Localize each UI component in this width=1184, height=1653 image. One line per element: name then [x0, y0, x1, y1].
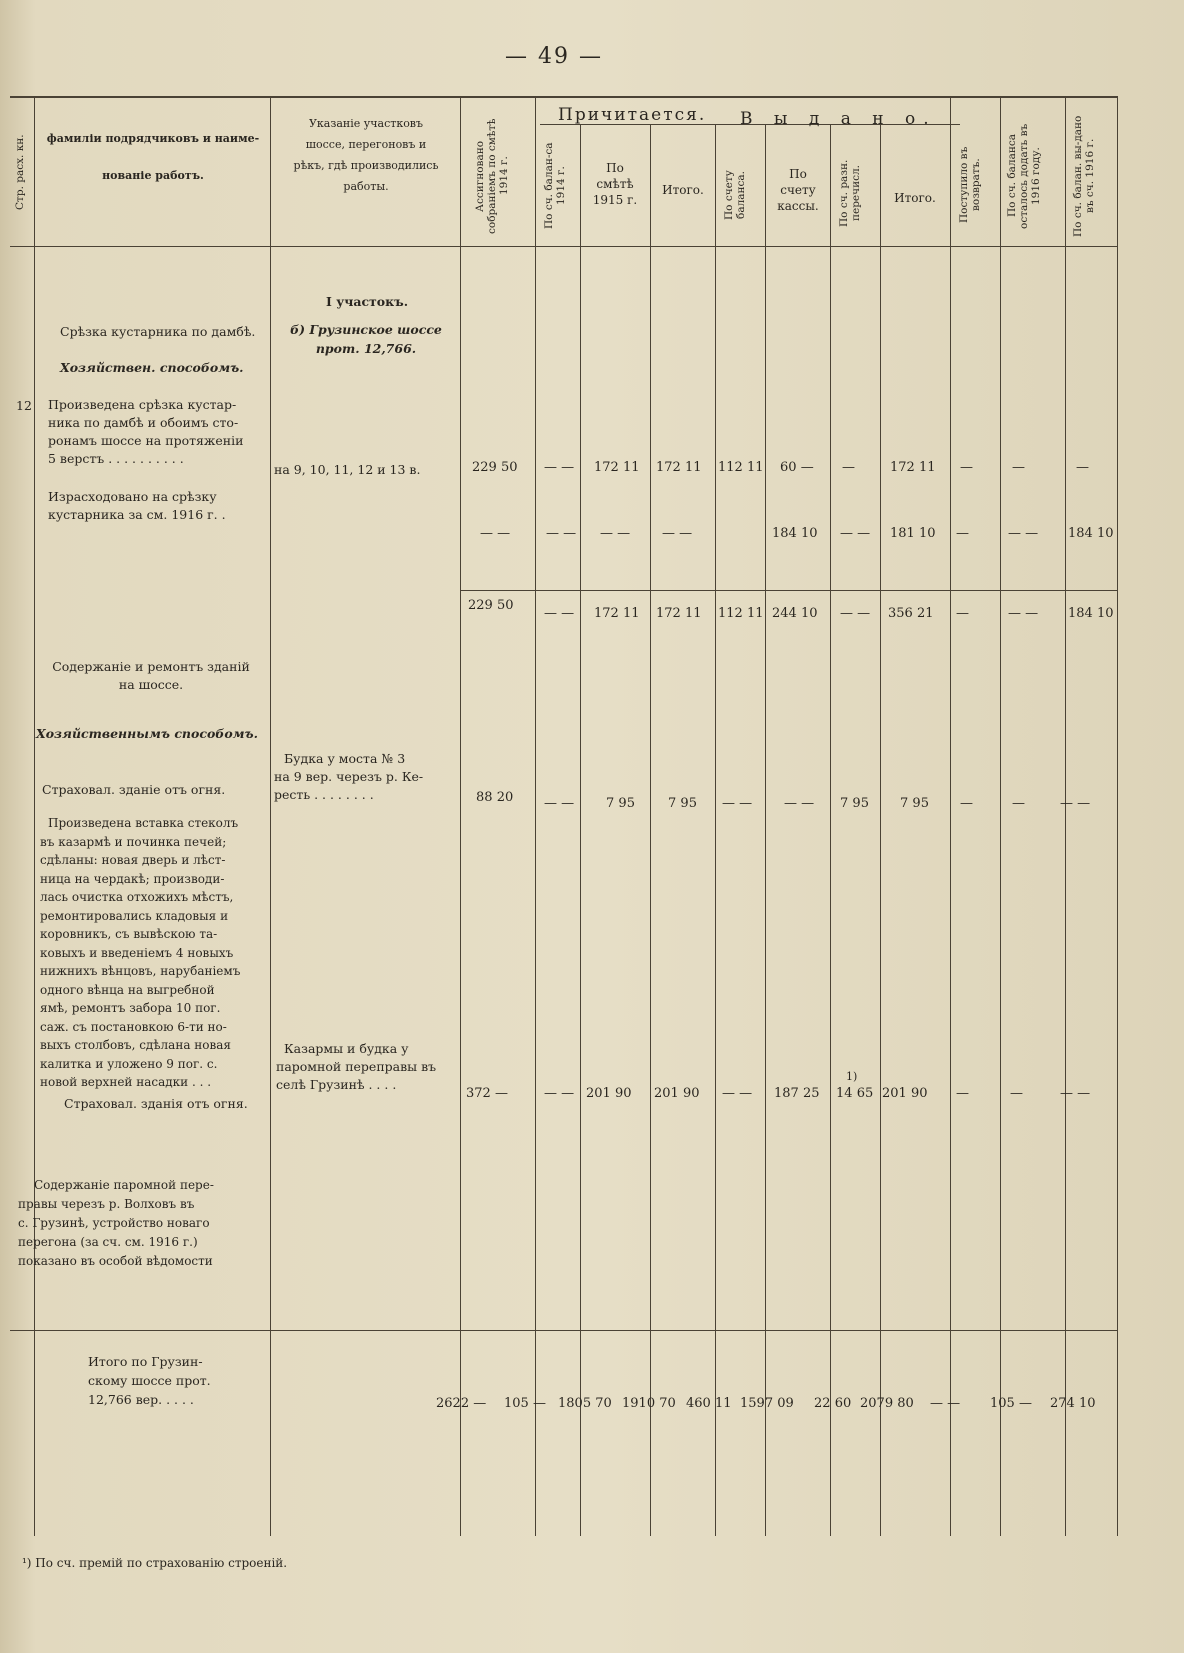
cut-remaining: —	[1012, 460, 1025, 475]
header-by-cash: По счету кассы.	[777, 167, 819, 214]
header-places: Указаніе участковъ шоссе, перегоновъ и рѣкъ, гдѣ производились работы.	[293, 117, 439, 193]
subtotal-rule	[460, 590, 1118, 591]
header-page-ref: Стр. расх. кн.	[14, 134, 26, 210]
booth-place: Будка у моста № 3 на 9 вер. черезъ р. Ке- ресть . . . . . . . .	[274, 751, 424, 802]
total-rule	[10, 1330, 1118, 1331]
spent-total-due: — —	[662, 526, 693, 541]
header-total-paid: Итого.	[894, 191, 936, 205]
insure-barracks: Страховал. зданія отъ огня.	[64, 1096, 248, 1111]
header-names: фамиліи подрядчиковъ и наиме- нованіе работъ.	[46, 132, 260, 182]
cut-by-balance: 112 11	[718, 460, 764, 475]
footnote: ¹) По сч. премій по страхованію строеній.	[22, 1556, 288, 1570]
sub-total-paid: 356 21	[888, 606, 934, 621]
cut-paid-1916: —	[1076, 460, 1089, 475]
barracks-misc: 14 65	[836, 1086, 874, 1101]
sub-assigned: 229 50	[468, 598, 514, 613]
barracks-paid-1916: — —	[1060, 1086, 1091, 1101]
col-divider	[880, 124, 881, 1536]
total-remaining: 105 —	[990, 1396, 1032, 1411]
section-title: I участокъ.	[326, 294, 409, 309]
sub-by-cash: 244 10	[772, 606, 818, 621]
barracks-returned: —	[956, 1086, 969, 1101]
cut-misc: —	[842, 460, 855, 475]
barracks-total-due: 201 90	[654, 1086, 700, 1101]
booth-by-balance: — —	[722, 796, 753, 811]
total-total-due: 1910 70	[622, 1396, 676, 1411]
header-returned: Поступило въ возвратъ.	[958, 146, 983, 224]
spent-estimate: — —	[600, 526, 631, 541]
footnote-mark: 1)	[846, 1070, 858, 1083]
cut-estimate: 172 11	[594, 460, 640, 475]
header-paid-1916: По сч. балан. вы-дано въ сч. 1916 г.	[1072, 115, 1097, 237]
booth-assigned: 88 20	[476, 790, 514, 805]
cut-page-ref: 12	[16, 398, 32, 413]
booth-total-due: 7 95	[668, 796, 697, 811]
barracks-by-balance: — —	[722, 1086, 753, 1101]
sub-by-balance: 112 11	[718, 606, 764, 621]
total-misc: 22 60	[814, 1396, 852, 1411]
barracks-estimate: 201 90	[586, 1086, 632, 1101]
road-title: б) Грузинское шоссе прот. 12,766.	[290, 322, 442, 356]
barracks-assigned: 372 —	[466, 1086, 508, 1101]
col-divider	[765, 124, 766, 1536]
cut-method: Хозяйствен. способомъ.	[60, 360, 244, 375]
sub-balance: — —	[544, 606, 575, 621]
insure-booth: Страховал. зданіе отъ огня.	[42, 782, 226, 797]
booth-total-paid: 7 95	[900, 796, 929, 811]
sub-returned: —	[956, 606, 969, 621]
header-total-due: Итого.	[662, 183, 704, 197]
cut-description: Произведена срѣзка кустар- ника по дамбѣ и обоимъ сто- ронамъ шоссе на протяженіи 5 верстъ . . . . . . . . . .	[48, 397, 244, 466]
booth-estimate: 7 95	[606, 796, 635, 811]
spent-balance: — —	[546, 526, 577, 541]
barracks-remaining: —	[1010, 1086, 1023, 1101]
barracks-total-paid: 201 90	[882, 1086, 928, 1101]
repair-description: Произведена вставка стеколъ въ казармѣ и починка печей; сдѣланы: новая дверь и лѣст- ница на чердакѣ; производи- лась очистка отхожихъ мѣстъ, ремонтировались кладовыя и коровникъ, съ вывѣскою та- ковыхъ и введеніемъ 4 новыхъ нижнихъ вѣнцовъ, нарубаніемъ одного вѣнца на выгребной ямѣ, ремонтъ забора 10 пог. саж. съ постановкою 6-ти но- выхъ столбовъ, сдѣлана новая калитка и уложено 9 пог. с. новой верхней насадки . . .	[40, 816, 241, 1089]
col-divider	[34, 96, 35, 1536]
header-balance-1914: По сч. балан-са 1914 г.	[543, 142, 568, 230]
cut-total-paid: 172 11	[890, 460, 936, 475]
header-assigned: Ассигновано собраніемъ по смѣтѣ 1914 г.	[474, 118, 511, 234]
col-divider	[460, 96, 461, 1536]
header-estimate-1915: По смѣтѣ 1915 г.	[592, 161, 638, 208]
total-assigned: 2622 —	[436, 1396, 487, 1411]
col-divider	[535, 96, 536, 1536]
spent-remaining: — —	[1008, 526, 1039, 541]
cut-place: на 9, 10, 11, 12 и 13 в.	[274, 462, 421, 477]
header-misc: По сч. разн. перечисл.	[838, 159, 863, 227]
header-by-balance: По счету баланса.	[723, 170, 748, 220]
total-by-balance: 460 11	[686, 1396, 732, 1411]
booth-by-cash: — —	[784, 796, 815, 811]
ferry-description: Содержаніе паромной пере- правы черезъ р. Волховъ въ с. Грузинѣ, устройство новаго перегона (за сч. см. 1916 г.) показано въ особой вѣдомости	[18, 1178, 214, 1268]
col-divider	[1000, 96, 1001, 1536]
buildings-method: Хозяйственнымъ способомъ.	[36, 726, 258, 741]
col-divider	[950, 96, 951, 1536]
booth-remaining: —	[1012, 796, 1025, 811]
sub-paid-1916: 184 10	[1068, 606, 1114, 621]
header-remaining: По сч. баланса осталось додать въ 1916 году.	[1006, 123, 1043, 229]
buildings-title: Содержаніе и ремонтъ зданій на шоссе.	[52, 659, 250, 692]
cut-returned: —	[960, 460, 973, 475]
table-top-rule	[10, 96, 1118, 98]
col-divider	[830, 124, 831, 1536]
col-divider	[1065, 96, 1066, 1536]
total-returned: — —	[930, 1396, 961, 1411]
spent-assigned: — —	[480, 526, 511, 541]
header-group-due: Причитается.	[558, 105, 707, 125]
booth-paid-1916: — —	[1060, 796, 1091, 811]
booth-misc: 7 95	[840, 796, 869, 811]
header-bottom-rule	[10, 246, 1118, 247]
spent-description: Израсходовано на срѣзку кустарника за см. 1916 г. .	[48, 489, 226, 522]
cut-balance: — —	[544, 460, 575, 475]
col-divider	[650, 124, 651, 1536]
total-estimate: 1805 70	[558, 1396, 612, 1411]
sub-estimate: 172 11	[594, 606, 640, 621]
sub-total-due: 172 11	[656, 606, 702, 621]
barracks-by-cash: 187 25	[774, 1086, 820, 1101]
spent-by-cash: 184 10	[772, 526, 818, 541]
booth-balance: — —	[544, 796, 575, 811]
barracks-balance: — —	[544, 1086, 575, 1101]
total-by-cash: 1597 09	[740, 1396, 794, 1411]
booth-returned: —	[960, 796, 973, 811]
total-total-paid: 2079 80	[860, 1396, 914, 1411]
sub-remaining: — —	[1008, 606, 1039, 621]
spent-misc: — —	[840, 526, 871, 541]
col-divider	[580, 124, 581, 1536]
cut-by-cash: 60 —	[780, 460, 814, 475]
cut-assigned: 229 50	[472, 460, 518, 475]
cut-title: Срѣзка кустарника по дамбѣ.	[60, 324, 256, 339]
total-description: Итого по Грузин- скому шоссе прот. 12,766 вер. . . . .	[88, 1354, 211, 1407]
col-divider	[270, 96, 271, 1536]
spent-total-paid: 181 10	[890, 526, 936, 541]
spent-returned: —	[956, 526, 969, 541]
barracks-place: Казармы и будка у паромной переправы въ селѣ Грузинѣ . . . .	[276, 1041, 437, 1092]
sub-misc: — —	[840, 606, 871, 621]
spent-paid-1916: 184 10	[1068, 526, 1114, 541]
col-divider	[1117, 96, 1118, 1536]
page-number: — 49 —	[505, 44, 603, 69]
cut-total-due: 172 11	[656, 460, 702, 475]
total-balance: 105 —	[504, 1396, 546, 1411]
total-paid-1916: 274 10	[1050, 1396, 1096, 1411]
col-divider	[715, 124, 716, 1536]
header-group-paid: В ы д а н о.	[740, 109, 937, 129]
